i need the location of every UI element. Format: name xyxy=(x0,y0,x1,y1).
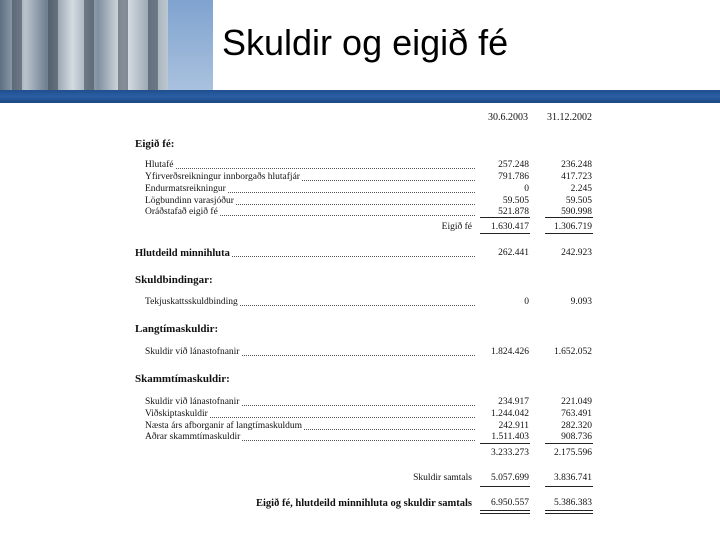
section-heading-longterm: Langtímaskuldir: xyxy=(135,323,219,335)
column-header-2002: 31.12.2002 xyxy=(547,112,592,123)
row-value-2003: 242.911 xyxy=(498,421,529,431)
table-row: Endurmatsreikningur xyxy=(145,184,475,195)
grand-total-double-rule xyxy=(545,510,593,514)
column-header-2003: 30.6.2003 xyxy=(488,112,528,123)
row-value-2003: 0 xyxy=(524,297,529,307)
row-value-2003: 234.917 xyxy=(498,397,529,407)
row-value-2003: 791.786 xyxy=(498,172,529,182)
table-row: Tekjuskattsskuldbinding xyxy=(145,297,475,308)
total-rule xyxy=(480,486,530,487)
equity-total-label: Eigið fé xyxy=(441,222,472,232)
row-value-2003: 59.505 xyxy=(502,196,529,206)
total-rule xyxy=(545,486,593,487)
table-row: Skuldir við lánastofnanir xyxy=(145,347,475,358)
row-value-2002: 2.245 xyxy=(570,184,592,194)
grand-total-double-rule xyxy=(480,510,530,514)
slide-title: Skuldir og eigið fé xyxy=(222,22,509,63)
shortterm-subtotal-2003: 3.233.273 xyxy=(491,448,529,458)
row-value-2002: 59.505 xyxy=(565,196,592,206)
row-value-2002: 282.320 xyxy=(561,421,592,431)
section-heading-provisions: Skuldbindingar: xyxy=(135,274,213,286)
row-value-2002: 763.491 xyxy=(561,409,592,419)
row-value-2003: 1.511.403 xyxy=(491,432,529,442)
grand-total-2002: 5.386.383 xyxy=(554,498,592,508)
total-rule xyxy=(480,233,530,234)
liabilities-total-2002: 3.836.741 xyxy=(554,473,592,483)
liabilities-total-2003: 5.057.699 xyxy=(491,473,529,483)
table-row: Aðrar skammtímaskuldir xyxy=(145,432,475,443)
minority-value-2003: 262.441 xyxy=(498,248,529,258)
shortterm-subtotal-2002: 2.175.596 xyxy=(554,448,592,458)
subtotal-rule xyxy=(480,443,530,444)
row-value-2002: 908.736 xyxy=(561,432,592,442)
total-rule xyxy=(545,233,593,234)
liabilities-total-label: Skuldir samtals xyxy=(413,473,472,483)
section-heading-equity: Eigið fé: xyxy=(135,138,175,150)
table-row: Viðskiptaskuldir xyxy=(145,409,475,420)
row-value-2002: 9.093 xyxy=(570,297,592,307)
table-row: Lögbundinn varasjóður xyxy=(145,196,475,207)
row-value-2003: 257.248 xyxy=(498,160,529,170)
table-row: Skuldir við lánastofnanir xyxy=(145,397,475,408)
row-value-2003: 0 xyxy=(524,184,529,194)
subtotal-rule xyxy=(545,217,593,218)
section-heading-shortterm: Skammtímaskuldir: xyxy=(135,373,230,385)
minority-value-2002: 242.923 xyxy=(561,248,592,258)
row-value-2002: 1.652.052 xyxy=(554,347,592,357)
grand-total-label: Eigið fé, hlutdeild minnihluta og skuldir samtals xyxy=(256,498,472,509)
row-value-2003: 521.878 xyxy=(498,207,529,217)
table-row: Hlutdeild minnihluta xyxy=(135,248,475,259)
table-row: Næsta árs afborganir af langtímaskuldum xyxy=(145,421,475,432)
row-value-2002: 236.248 xyxy=(561,160,592,170)
row-value-2003: 1.824.426 xyxy=(491,347,529,357)
grand-total-2003: 6.950.557 xyxy=(491,498,529,508)
table-row: Yfirverðsreikningur innborgaðs hlutafjár xyxy=(145,172,475,183)
table-row: Hlutafé xyxy=(145,160,475,171)
row-value-2002: 221.049 xyxy=(561,397,592,407)
row-value-2003: 1.244.042 xyxy=(491,409,529,419)
subtotal-rule xyxy=(545,443,593,444)
row-value-2002: 417.723 xyxy=(561,172,592,182)
table-row: Óráðstafað eigið fé xyxy=(145,207,475,218)
subtotal-rule xyxy=(480,217,530,218)
equity-total-2002: 1.306.719 xyxy=(554,222,592,232)
row-value-2002: 590.998 xyxy=(561,207,592,217)
equity-total-2003: 1.630.417 xyxy=(491,222,529,232)
